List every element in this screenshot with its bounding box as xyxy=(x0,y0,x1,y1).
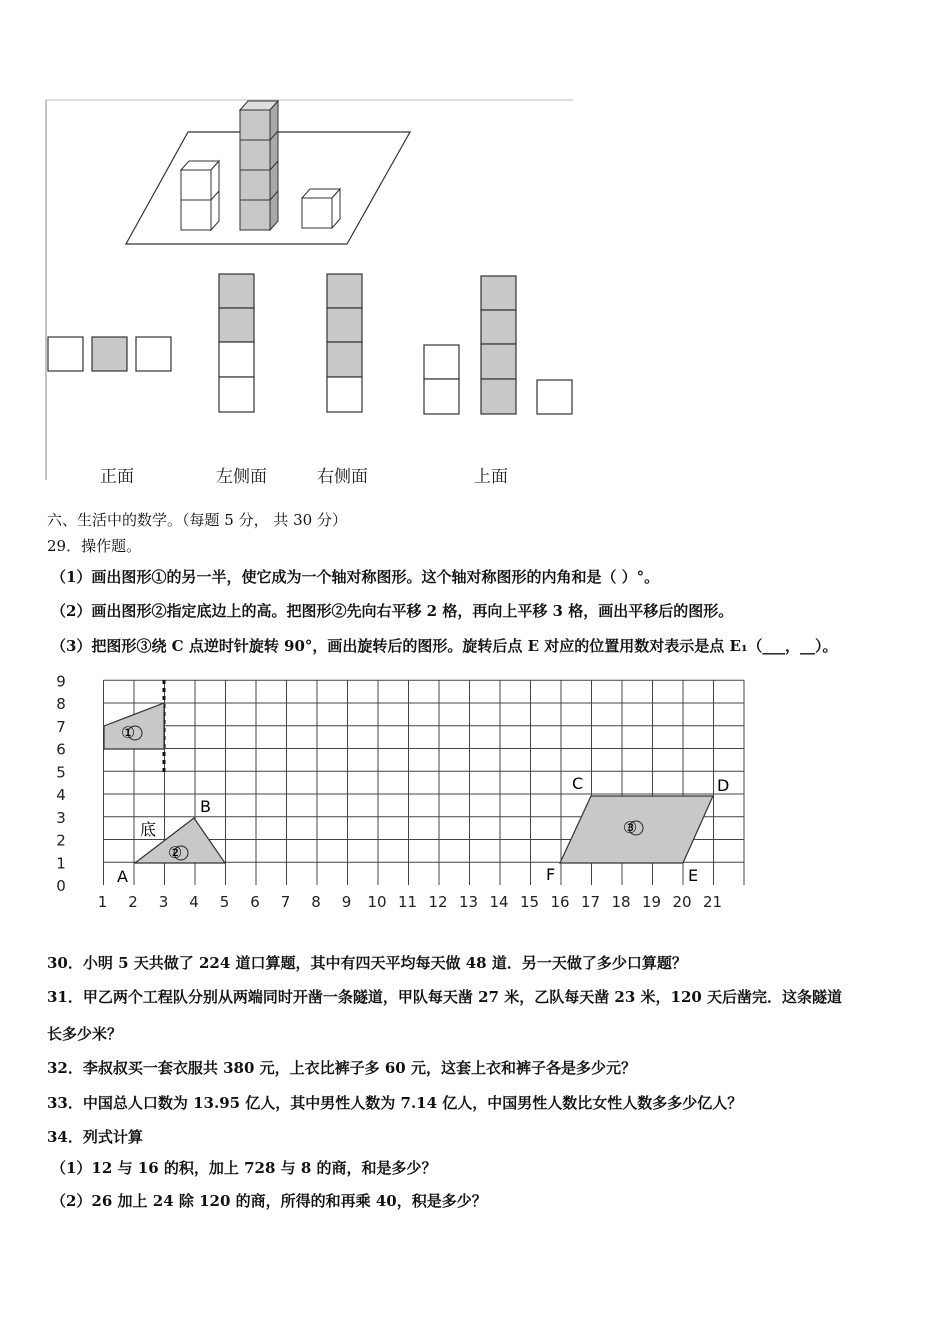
q29-part3: （3）把图形③绕 C 点逆时针旋转 90°，画出旋转后的图形。旋转后点 E 对应的位置用数对表示是点 E₁（___，__）。 xyxy=(51,637,838,655)
q29-part1: （1）画出图形①的另一半，使它成为一个轴对称图形。这个轴对称图形的内角和是（ ）°。 xyxy=(51,568,660,586)
x-tick-label: 17 xyxy=(580,893,601,911)
x-tick-label: 16 xyxy=(550,893,570,911)
x-tick-label: 2 xyxy=(128,893,138,911)
q33: 33．中国总人口数为 13.95 亿人，其中男性人数为 7.14 亿人，中国男性人数比女性人数多多少亿人？ xyxy=(47,1094,743,1112)
x-tick-label: 15 xyxy=(519,893,540,911)
shape-3-label: ③ xyxy=(622,818,638,837)
y-tick-label: 0 xyxy=(56,877,66,895)
q29-part2: （2）画出图形②指定底边上的高。把图形②先向右平移 2 格，再向上平移 3 格，画出平移后的图形。 xyxy=(51,602,734,620)
x-tick-label: 19 xyxy=(641,893,662,911)
q31-line1: 31．甲乙两个工程队分别从两端同时开凿一条隧道，甲队每天凿 27 米，乙队每天凿 23 米，120 天后凿完．这条隧道 xyxy=(47,988,843,1006)
x-tick-label: 8 xyxy=(311,893,321,911)
x-tick-label: 14 xyxy=(489,893,509,911)
base-label: 底 xyxy=(140,820,157,839)
x-tick-label: 3 xyxy=(158,893,169,911)
y-tick-label: 3 xyxy=(56,808,66,827)
y-tick-label: 1 xyxy=(56,854,66,873)
x-tick-label: 20 xyxy=(672,893,692,911)
q34-part1: （1）12 与 16 的积，加上 728 与 8 的商，和是多少？ xyxy=(51,1159,437,1177)
point-a-label: A xyxy=(117,867,128,886)
x-tick-label: 21 xyxy=(702,893,723,911)
point-b-label: B xyxy=(200,797,211,816)
label-top: 上面 xyxy=(474,467,508,487)
x-axis-labels xyxy=(98,893,722,911)
y-axis-labels xyxy=(56,672,66,895)
point-d-label: D xyxy=(717,776,730,795)
y-tick-label: 6 xyxy=(56,740,66,759)
y-tick-label: 8 xyxy=(56,695,66,713)
y-tick-label: 4 xyxy=(56,786,66,804)
x-tick-label: 18 xyxy=(611,893,631,911)
shape-2-label: ② xyxy=(167,843,183,862)
x-tick-label: 6 xyxy=(250,893,260,911)
point-f-label: F xyxy=(546,865,556,884)
label-front: 正面 xyxy=(100,467,134,487)
x-tick-label: 12 xyxy=(428,893,448,911)
x-tick-label: 13 xyxy=(458,893,479,911)
y-tick-label: 5 xyxy=(56,763,66,782)
q32: 32．李叔叔买一套衣服共 380 元，上衣比裤子多 60 元，这套上衣和裤子各是多少元？ xyxy=(47,1059,636,1077)
q30: 30．小明 5 天共做了 224 道口算题，其中有四天平均每天做 48 道．另一天做了多少口算题？ xyxy=(47,954,687,972)
shape-1-label: ① xyxy=(120,723,136,742)
section-title: 六、生活中的数学。（每题 5 分， 共 30 分） xyxy=(47,511,347,529)
x-tick-label: 5 xyxy=(219,893,230,911)
y-tick-label: 2 xyxy=(56,831,66,850)
point-c-label: C xyxy=(572,774,584,793)
x-tick-label: 7 xyxy=(280,893,291,911)
x-tick-label: 1 xyxy=(97,893,108,911)
x-tick-label: 9 xyxy=(341,893,352,911)
point-e-label: E xyxy=(688,866,699,885)
x-tick-label: 11 xyxy=(397,893,418,911)
x-tick-label: 4 xyxy=(189,893,199,911)
q29-number: 29．操作题。 xyxy=(47,537,142,555)
y-tick-label: 9 xyxy=(56,672,66,691)
label-right-side: 右侧面 xyxy=(317,467,368,487)
label-left-side: 左侧面 xyxy=(216,467,267,487)
y-tick-label: 7 xyxy=(56,717,66,736)
q34-part2: （2）26 加上 24 除 120 的商，所得的和再乘 40，积是多少？ xyxy=(51,1192,487,1210)
x-tick-label: 10 xyxy=(367,893,387,911)
q34-number: 34．列式计算 xyxy=(47,1128,143,1146)
q31-line2: 长多少米？ xyxy=(47,1025,123,1043)
